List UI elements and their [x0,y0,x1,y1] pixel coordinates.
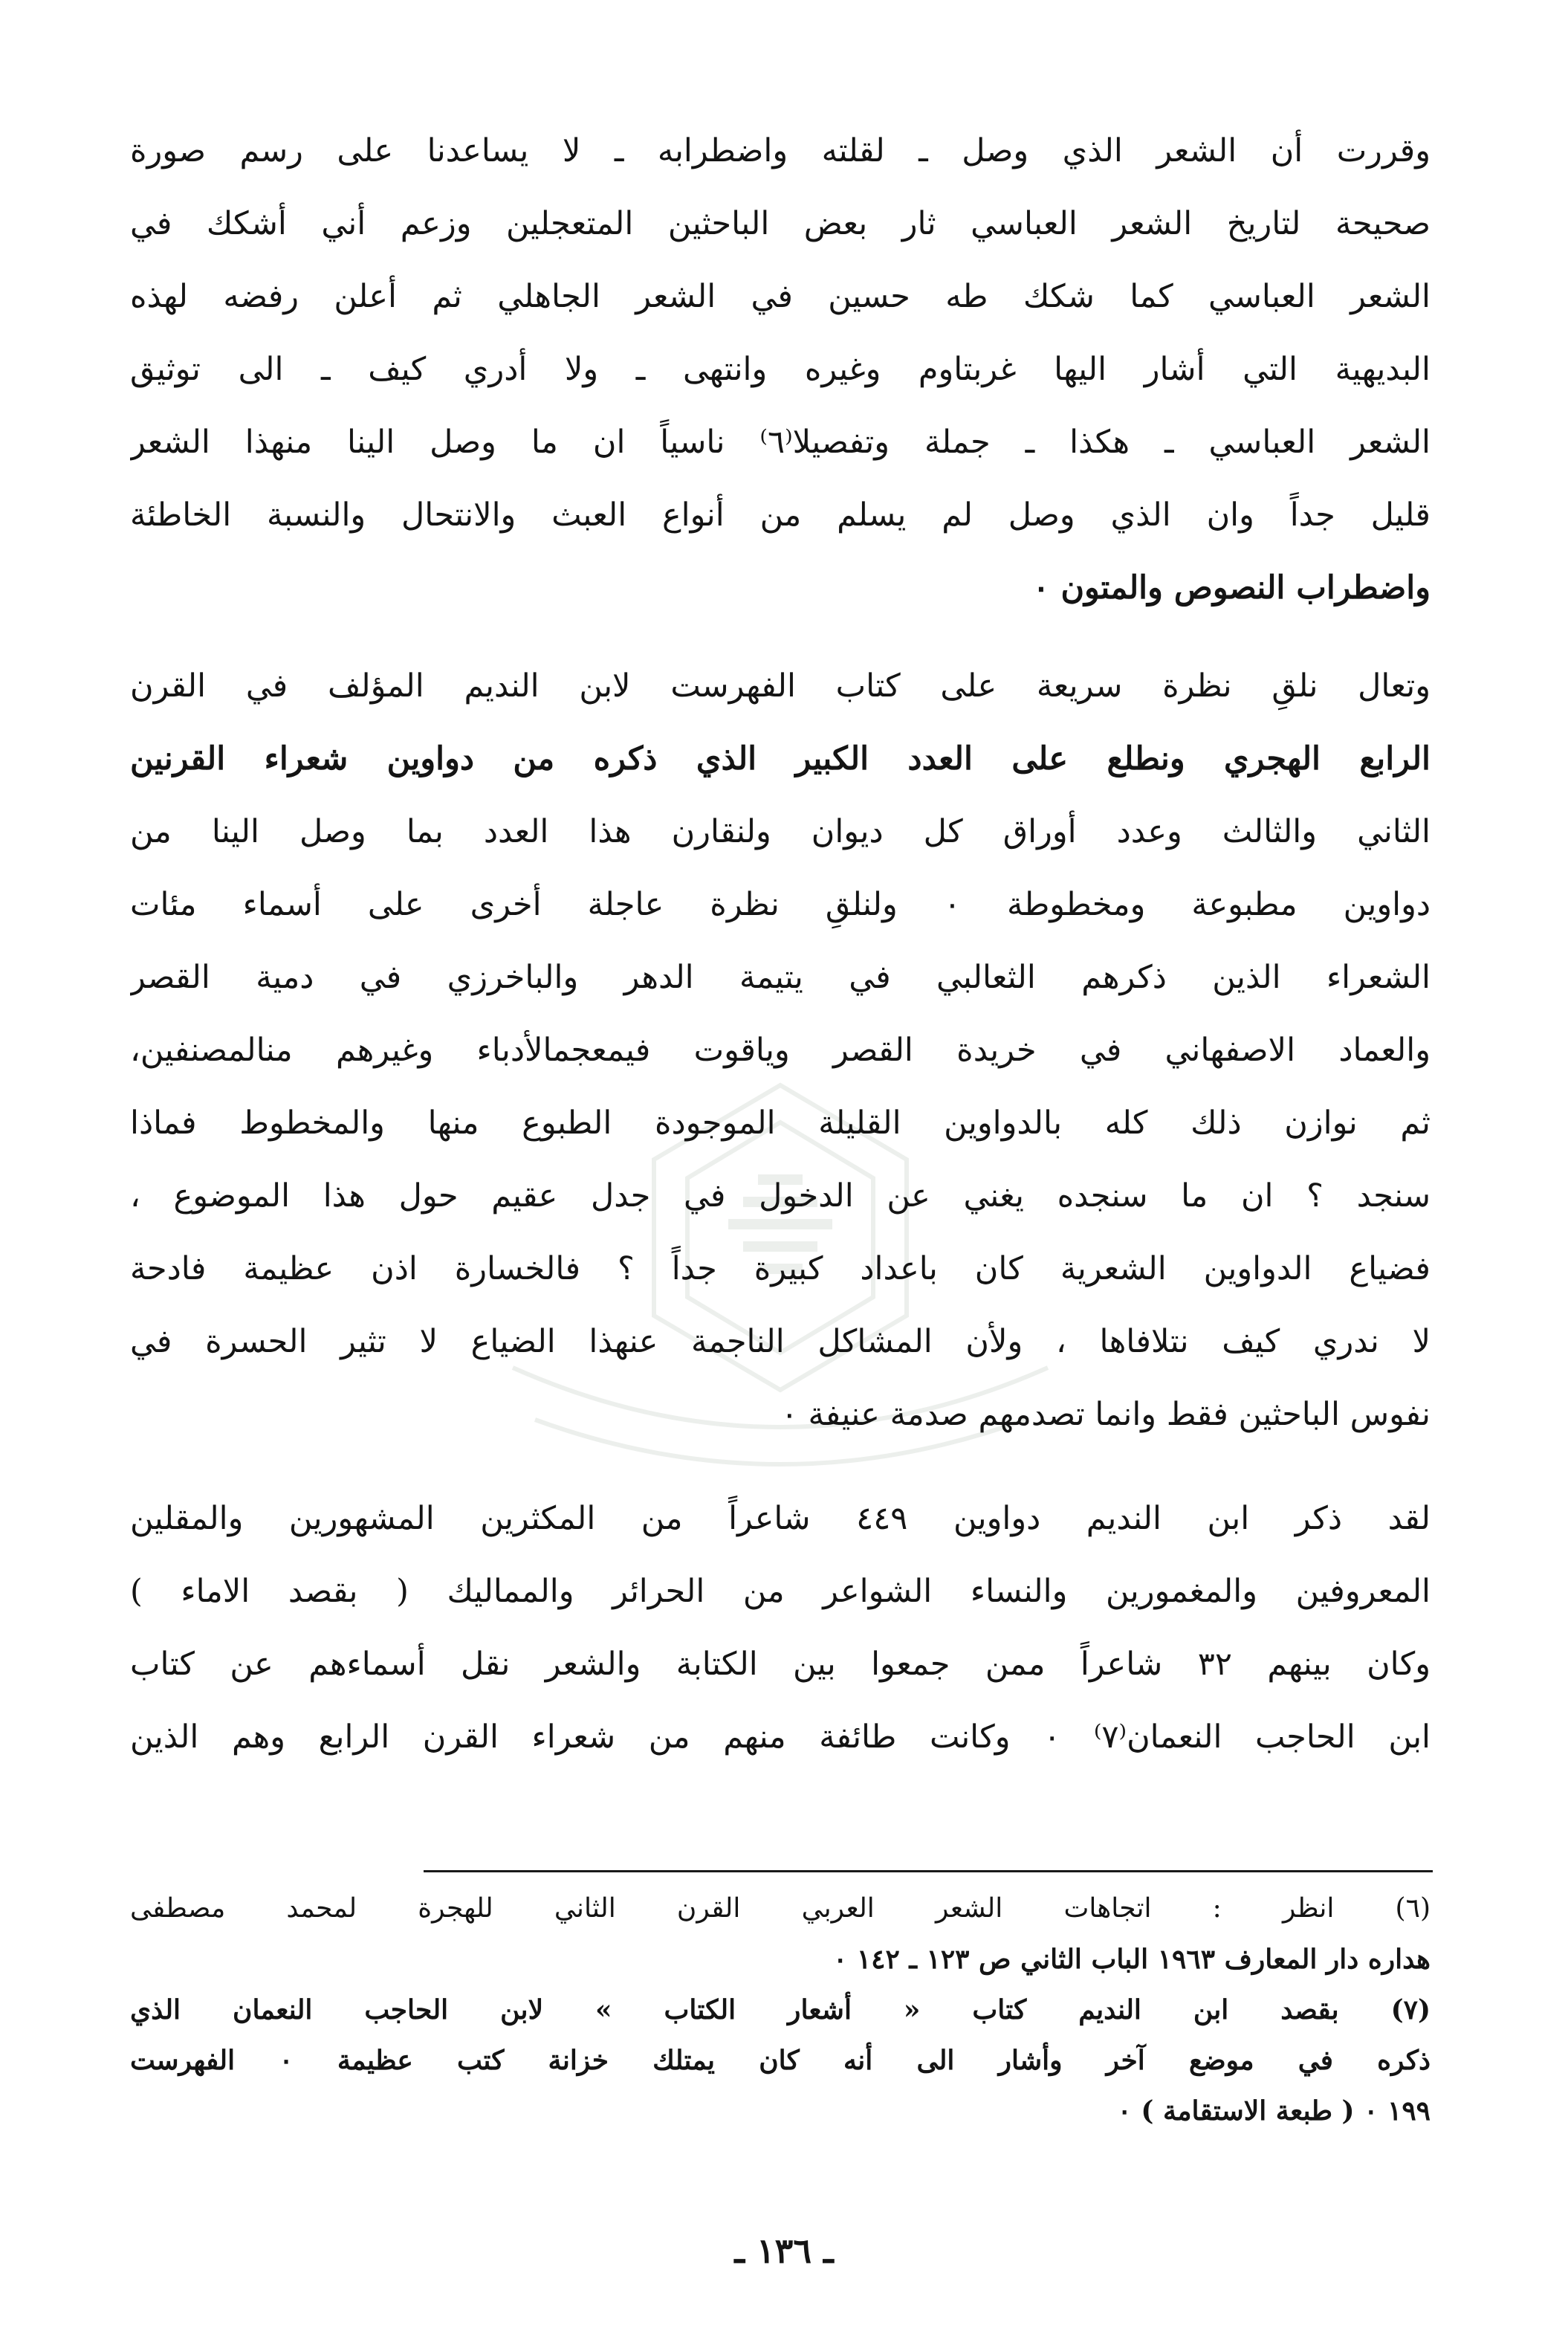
body-line: وقررت أن الشعر الذي وصل ـ لقلته واضطرابه ـ لا يساعدنا على رسم صورة [130,132,1431,169]
body-line: الشعراء الذين ذكرهم الثعالبي في يتيمة الدهر والباخرزي في دمية القصر [130,959,1431,996]
body-line: الشعر العباسي ـ هكذا ـ جملة وتفصيلا⁽٦⁾ ناسياً ان ما وصل الينا منهذا الشعر [130,424,1431,461]
body-line: الشعر العباسي كما شكك طه حسين في الشعر الجاهلي ثم أعلن رفضه لهذه [130,278,1431,315]
body-line: فضياع الدواوين الشعرية كان باعداد كبيرة جداً ؟ فالخسارة اذن عظيمة فادحة [130,1250,1431,1287]
body-line: ابن الحاجب النعمان⁽٧⁾ ٠ وكانت طائفة منهم من شعراء القرن الرابع وهم الذين [130,1718,1431,1756]
body-line: وتعال نلقِ نظرة سريعة على كتاب الفهرست لابن النديم المؤلف في القرن [130,667,1431,705]
page-number: ـ ١٣٦ ـ [734,2231,834,2271]
body-line: سنجد ؟ ان ما سنجده يغني عن الدخول في جدل عقيم حول هذا الموضوع ، [130,1177,1431,1215]
body-line: قليل جداً وان الذي وصل لم يسلم من أنواع العبث والانتحال والنسبة الخاطئة [130,497,1431,534]
body-line: صحيحة لتاريخ الشعر العباسي ثار بعض الباحثين المتعجلين وزعم أني أشكك في [130,205,1431,242]
footnote-separator [424,1870,1433,1872]
footnote-line: ذكره في موضع آخر وأشار الى أنه كان يمتلك خزانة كتب عظيمة ٠ الفهرست [130,2045,1431,2076]
body-line: الثاني والثالث وعدد أوراق كل ديوان ولنقارن هذا العدد بما وصل الينا من [130,813,1431,850]
body-line: الرابع الهجري ونطلع على العدد الكبير الذي ذكره من دواوين شعراء القرنين [130,740,1431,777]
body-line: والعماد الاصفهاني في خريدة القصر وياقوت فيمعجمالأدباء وغيرهم منالمصنفين، [130,1032,1431,1069]
footnote-line: (٧) بقصد ابن النديم كتاب « أشعار الكتاب » لابن الحاجب النعمان الذي [130,1994,1431,2025]
footnote-line: هداره دار المعارف ١٩٦٣ الباب الثاني ص ١٢٣ ـ ١٤٢ ٠ [832,1944,1431,1975]
body-line: لا ندري كيف نتلافاها ، ولأن المشاكل الناجمة عنهذا الضياع لا تثير الحسرة في [130,1323,1431,1360]
body-line: ثم نوازن ذلك كله بالدواوين القليلة الموجودة الطبوع منها والمخطوط فماذا [130,1105,1431,1142]
body-line: نفوس الباحثين فقط وانما تصدمهم صدمة عنيفة ٠ [780,1396,1431,1433]
body-line: المعروفين والمغمورين والنساء الشواعر من الحرائر والمماليك ( بقصد الاماء ) [130,1573,1431,1610]
footnote-line: (٦) انظر : اتجاهات الشعر العربي القرن الثاني للهجرة لمحمد مصطفى [130,1893,1431,1924]
body-line: دواوين مطبوعة ومخطوطة ٠ ولنلقِ نظرة عاجلة أخرى على أسماء مئات [130,886,1431,923]
body-line: واضطراب النصوص والمتون ٠ [1032,569,1431,607]
body-line: البديهية التي أشار اليها غربتاوم وغيره وانتهى ـ ولا أدري كيف ـ الى توثيق [130,351,1431,388]
body-line: وكان بينهم ٣٢ شاعراً ممن جمعوا بين الكتابة والشعر نقل أسماءهم عن كتاب [130,1646,1431,1683]
footnote-line: ١٩٩ ٠ ( طبعة الاستقامة ) ٠ [1117,2095,1431,2127]
body-line: لقد ذكر ابن النديم دواوين ٤٤٩ شاعراً من المكثرين المشهورين والمقلين [130,1500,1431,1537]
